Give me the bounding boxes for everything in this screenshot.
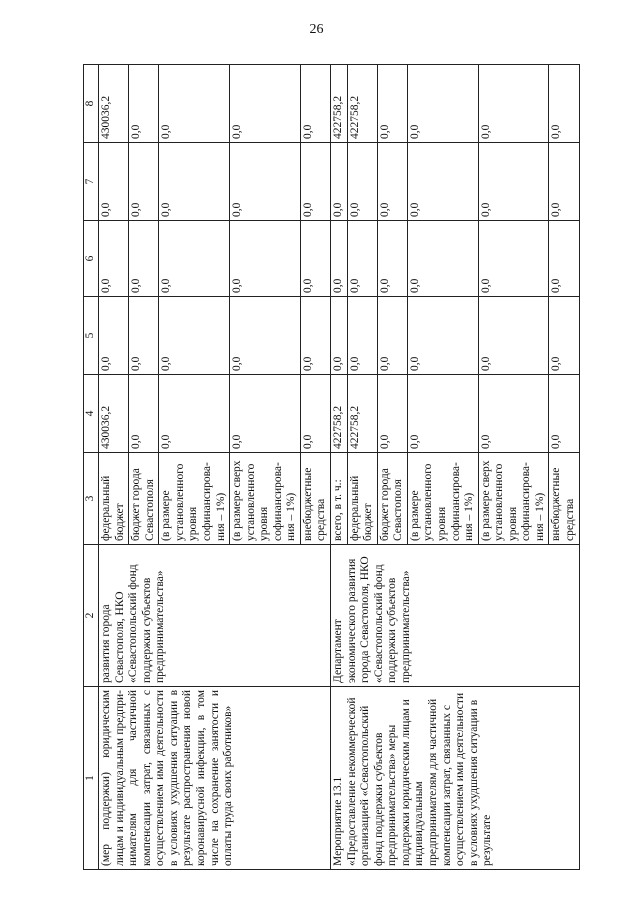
value-cell: 0,0 [407, 375, 478, 453]
value-cell: 422758,2 [347, 375, 377, 453]
value-cell: 0,0 [347, 221, 377, 297]
page-number: 26 [309, 22, 324, 37]
value-cell: 422758,2 [331, 65, 348, 143]
value-cell: 0,0 [377, 221, 407, 297]
value-cell: 0,0 [331, 221, 348, 297]
funding-source: (в размере установленного уровня софинансирова-ния – 1%) [159, 453, 230, 545]
value-cell: 0,0 [407, 297, 478, 375]
header-row [84, 65, 99, 870]
value-cell: 0,0 [230, 297, 301, 375]
table-row [99, 65, 129, 870]
value-cell: 0,0 [99, 143, 129, 221]
value-cell: 0,0 [331, 297, 348, 375]
value-cell: 0,0 [129, 221, 159, 297]
value-cell: 0,0 [549, 221, 579, 297]
value-cell: 0,0 [478, 221, 549, 297]
funding-source: всего, в т. ч.: [331, 453, 348, 545]
value-cell: 0,0 [549, 375, 579, 453]
rotated-table-container [83, 65, 601, 870]
value-cell: 0,0 [347, 143, 377, 221]
value-cell: 0,0 [549, 297, 579, 375]
value-cell: 0,0 [129, 65, 159, 143]
funding-source: внебюджетные средства [549, 453, 579, 545]
value-cell: 0,0 [159, 65, 230, 143]
value-cell: 0,0 [549, 143, 579, 221]
value-cell: 0,0 [300, 143, 330, 221]
header-cell: 1 [84, 687, 99, 870]
value-cell: 0,0 [300, 65, 330, 143]
value-cell: 0,0 [478, 375, 549, 453]
value-cell: 430036,2 [99, 375, 129, 453]
funding-source: бюджет города Севастополя [377, 453, 407, 545]
funding-source: (в размере сверх установленного уровня софинансирова-ния – 1%) [478, 453, 549, 545]
value-cell: 0,0 [478, 65, 549, 143]
header-cell: 5 [84, 297, 99, 375]
value-cell: 0,0 [159, 297, 230, 375]
header-cell: 2 [84, 545, 99, 687]
value-cell: 0,0 [230, 375, 301, 453]
header-cell: 7 [84, 143, 99, 221]
value-cell: 0,0 [377, 143, 407, 221]
responsible-executor: развития города Севастополя, НКО «Севастопольский фонд поддержки субъектов предпринимательства» [99, 545, 331, 687]
responsible-executor: Департамент экономического развития города Севастополя, НКО «Севастопольский фонд поддержки субъектов предпринимательства» [331, 545, 580, 687]
budget-table [83, 64, 580, 870]
header-cell: 6 [84, 221, 99, 297]
value-cell: 0,0 [347, 297, 377, 375]
value-cell: 0,0 [407, 143, 478, 221]
value-cell: 0,0 [377, 297, 407, 375]
funding-source: федеральный бюджет [347, 453, 377, 545]
value-cell: 0,0 [300, 297, 330, 375]
value-cell: 0,0 [478, 297, 549, 375]
value-cell: 0,0 [159, 143, 230, 221]
value-cell: 430036,2 [99, 65, 129, 143]
measure-description: Мероприятие 13.1 «Предоставление некоммерческой организацией «Севастопольский фонд поддержки субъектов предпринимательства» меры поддержки юридическим лицам и индивидуальным предпринимателям для частичной компенсации затрат, связанных с осуществлением ими деятельности в условиях ухудшения ситуации в результате [331, 687, 580, 870]
value-cell: 0,0 [129, 143, 159, 221]
value-cell: 0,0 [377, 375, 407, 453]
value-cell: 0,0 [159, 375, 230, 453]
funding-source: федеральный бюджет [99, 453, 129, 545]
value-cell: 0,0 [331, 143, 348, 221]
funding-source: (в размере сверх установленного уровня софинансирова-ния – 1%) [230, 453, 301, 545]
value-cell: 0,0 [230, 65, 301, 143]
value-cell: 0,0 [300, 221, 330, 297]
funding-source: бюджет города Севастополя [129, 453, 159, 545]
value-cell: 0,0 [159, 221, 230, 297]
value-cell: 0,0 [300, 375, 330, 453]
value-cell: 0,0 [230, 143, 301, 221]
value-cell: 0,0 [129, 375, 159, 453]
value-cell: 0,0 [129, 297, 159, 375]
value-cell: 0,0 [407, 221, 478, 297]
value-cell: 0,0 [407, 65, 478, 143]
funding-source: (в размере установленного уровня софинансирова-ния – 1%) [407, 453, 478, 545]
value-cell: 422758,2 [331, 375, 348, 453]
value-cell: 0,0 [99, 221, 129, 297]
value-cell: 0,0 [230, 221, 301, 297]
value-cell: 0,0 [478, 143, 549, 221]
header-cell: 3 [84, 453, 99, 545]
value-cell: 422758,2 [347, 65, 377, 143]
funding-source: внебюджетные средства [300, 453, 330, 545]
measure-description: (мер поддержки) юридическим лицам и индивидуальным предпри-нимателям для частичной компенсации затрат, связанных с осуществлением ими деятельности в условиях ухудшения ситуации в результате распространения новой коронавирусной инфекции, в том числе на сохранение занятости и оплаты труда своих работников» [99, 687, 331, 870]
table-row [331, 65, 348, 870]
value-cell: 0,0 [377, 65, 407, 143]
value-cell: 0,0 [99, 297, 129, 375]
value-cell: 0,0 [549, 65, 579, 143]
header-cell: 8 [84, 65, 99, 143]
header-cell: 4 [84, 375, 99, 453]
